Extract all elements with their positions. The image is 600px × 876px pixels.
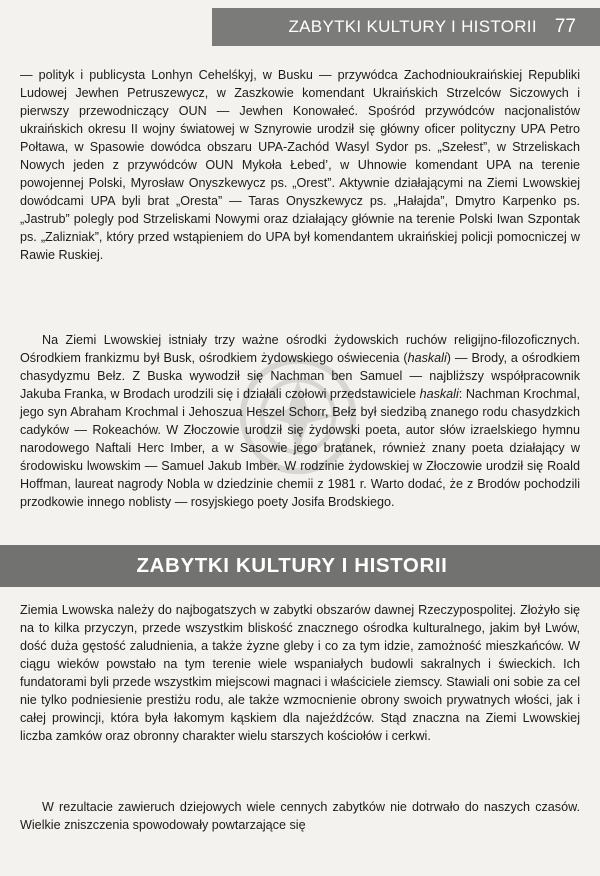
italic-term-haskali-2: haskali <box>419 387 459 401</box>
paragraph-ukrainian-leaders: — polityk i publicysta Lonhyn Cehelśkyj, w Busku — przywódca Zachodnioukraińskiej Republiki Ludowej Jewhen Petruszewycz, w Zaszkowie komendant Ukraińskich Strzelców Siczowych i pierwszy przewodniczący OUN — Jewhen Konowałeć. Spośród przywódców nacjonalistów ukraińskich okresu II wojny światowej w Sznyrowie urodził się główny oficer polityczny UPA Petro Połtawa, w Spasowie dowódca obszaru UPA-Zachód Wasyl Sydor ps. „Szełest”, w Strzeliskach Nowych jeden z przywódców OUN Mykoła Łebed’, w Uhnowie komendant UPA na terenie powojennej Polski, Myrosław Onyszkewycz ps. „Orest”. Aktywnie działającymi na Ziemi Lwowskiej dowódcami UPA byli brat „Oresta” — Taras Onyszkewycz ps. „Hałajda”, Dmytro Karpenko ps. „Jastrub” polegly pod Strzeliskami Nowymi oraz działający głównie na terenie Polski Iwan Szpontak ps. „Zalizniak”, który przed wstąpieniem do UPA był komendantem ukraińskiej policji pomocniczej w Rawie Ruskiej. <box>20 68 580 262</box>
paragraph-jewish-centers-text-2: ) — Brody, a ośrodkiem chasydyzmu Bełz. Z Buska wywodził się Nachman ben Samuel — najbliższy współpracownik Jakuba Franka, w Brodach urodzili się i działali czołowi przedstawiciele <box>20 351 580 401</box>
running-header <box>212 8 600 46</box>
paragraph-monuments-intro: Ziemia Lwowska należy do najbogatszych w zabytki obszarów dawnej Rzeczypospolitej. Złożyło się na to kilka przyczyn, przede wszystkim bliskość znacznego ośrodka kulturalnego, jakim był Lwów, dość duża gęstość zaludnienia, a także żyzne gleby i co za tym idzie, zamożność mieszkańców. W ciągu wieków powstało na tym terenie wiele wspaniałych budowli sakralnych i świeckich. Ich fundatorami byli przede wszystkim miejscowi magnaci i właściciele ziemscy. Stawiali oni sobie za cel nie tylko podniesienie prestiżu rodu, ale także wzmocnienie obrony swoich prywatnych włości, jak i całej prowincji, która była łakomym kąskiem dla najeźdźców. Stąd znaczna na Ziemi Lwowskiej liczba zamków oraz obronny charakter wielu starszych kościołów i cerkwi. <box>20 603 580 743</box>
paragraph-jewish-centers <box>20 331 580 511</box>
paragraph-jewish-centers-text-3: : Nachman Krochmal, jego syn Abraham Krochmal i Jehoszua Heszel Schorr, Bełz był siedzibą znanego rodu chasydzkich cadyków — Rokeachów. W Złoczowie urodził się żydowski poeta, autor słów izraelskiego hymnu narodowego Naftali Herc Imber, a w Sasowie jego bratanek, również znany poeta działający w środowisku lwowskim — Samuel Jakub Imber. W rodzinie żydowskiej w Złoczowie urodził się Roald Hoffman, laureat nagrody Nobla w dziedzinie chemii z 1981 r. Warto dodać, że z Brodów pochodzili przodkowie innego noblisty — rosyjskiego poety Josifa Brodskiego. <box>20 387 580 509</box>
page-number: 77 <box>554 16 576 37</box>
italic-term-haskali-1: haskali <box>407 351 447 365</box>
paragraph-monuments-losses: W rezultacie zawieruch dziejowych wiele cennych zabytków nie dotrwało do naszych czasów. Wielkie zniszczenia spowodowały powtarzające się <box>20 800 580 832</box>
section-heading: ZABYTKI KULTURY I HISTORII <box>136 554 448 577</box>
paragraph-jewish-centers-text-1: Na Ziemi Lwowskiej istniały trzy ważne ośrodki żydowskich ruchów religijno-filozoficznych. Ośrodkiem frankizmu był Busk, ośrodkiem żydowskiego oświecenia ( <box>20 333 580 365</box>
running-header-title: ZABYTKI KULTURY I HISTORII <box>288 17 537 36</box>
section-heading-band <box>0 545 600 587</box>
